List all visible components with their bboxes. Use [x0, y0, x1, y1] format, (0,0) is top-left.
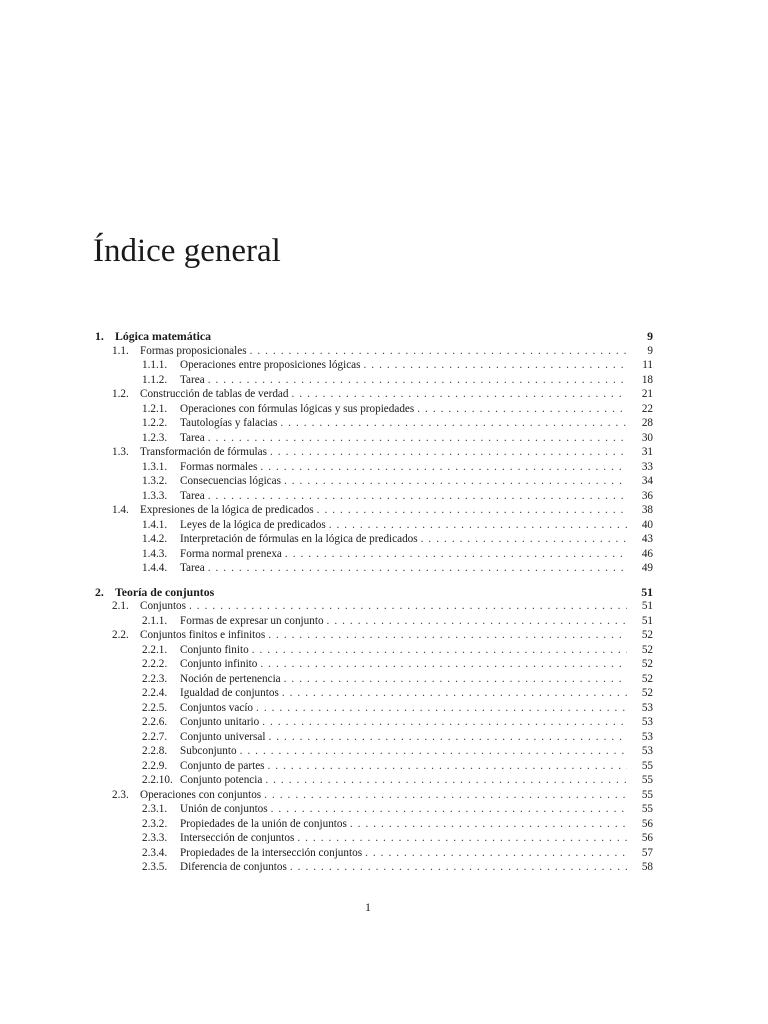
toc-entry-section[interactable]	[93, 445, 653, 460]
toc-dot-leader	[365, 846, 627, 861]
toc-entry-page: 55	[641, 774, 653, 786]
toc-dot-leader	[208, 373, 627, 388]
toc-entry-number: 1.4.4.	[142, 562, 168, 574]
toc-entry-page: 11	[642, 359, 653, 371]
toc-entry-number: 2.2.3.	[142, 672, 168, 685]
toc-entry-page: 28	[641, 417, 653, 429]
toc-entry-number: 2.2.4.	[142, 687, 168, 699]
toc-entry-subsection[interactable]	[93, 358, 653, 373]
toc-entry-label: Forma normal prenexa	[180, 547, 282, 560]
toc-dot-leader	[208, 431, 627, 446]
toc-dot-leader	[350, 817, 627, 832]
toc-entry-subsection[interactable]	[93, 474, 653, 489]
toc-entry-label: Tarea	[180, 431, 205, 444]
toc-entry-subsection[interactable]	[93, 831, 653, 846]
toc-dot-leader	[208, 561, 627, 576]
toc-entry-label: Consecuencias lógicas	[180, 475, 281, 487]
toc-entry-number: 2.1.	[112, 600, 129, 612]
toc-entry-number: 2.3.5.	[142, 861, 168, 873]
toc-entry-number: 1.2.	[112, 388, 129, 400]
toc-entry-label: Igualdad de conjuntos	[180, 687, 279, 699]
toc-entry-subsection[interactable]	[93, 532, 653, 547]
toc-entry-label: Operaciones con conjuntos	[140, 788, 262, 801]
toc-entry-label: Leyes de la lógica de predicados	[180, 518, 326, 531]
page-number: 1	[365, 900, 371, 914]
toc-entry-label: Construcción de tablas de verdad	[140, 388, 289, 400]
toc-entry-number: 2.3.4.	[142, 846, 168, 859]
toc-entry-page: 52	[641, 629, 653, 641]
toc-entry-label: Conjunto de partes	[180, 759, 265, 772]
toc-entry-subsection[interactable]	[93, 686, 653, 701]
toc-dot-leader	[290, 860, 627, 875]
toc-entry-label: Tarea	[180, 562, 205, 574]
toc-entry-subsection[interactable]	[93, 759, 653, 774]
toc-entry-subsection[interactable]	[93, 846, 653, 861]
toc-dot-leader	[268, 628, 627, 643]
toc-entry-label: Formas proposicionales	[140, 344, 247, 357]
toc-entry-subsection[interactable]	[93, 489, 653, 504]
toc-entry-page: 58	[641, 861, 653, 873]
toc-entry-label: Diferencia de conjuntos	[180, 861, 287, 873]
toc-entry-subsection[interactable]	[93, 561, 653, 576]
toc-entry-label: Subconjunto	[180, 745, 237, 757]
toc-entry-number: 2.3.2.	[142, 817, 168, 830]
toc-entry-subsection[interactable]	[93, 431, 653, 446]
toc-dot-leader	[327, 614, 627, 629]
toc-dot-leader	[280, 416, 627, 431]
toc-entry-number: 2.2.1.	[142, 643, 168, 656]
toc-entry-label: Expresiones de la lógica de predicados	[140, 504, 314, 516]
toc-entry-label: Interpretación de fórmulas en la lógica de predicados	[180, 533, 418, 545]
toc-dot-leader	[264, 788, 627, 803]
toc-entry-number: 1.4.	[112, 504, 129, 516]
toc-entry-subsection[interactable]	[93, 643, 653, 658]
toc-entry-page: 33	[641, 460, 653, 473]
toc-entry-page: 57	[641, 846, 653, 859]
toc-dot-leader	[189, 599, 627, 614]
toc-entry-label: Tarea	[180, 373, 205, 386]
toc-entry-page: 53	[641, 701, 653, 714]
toc-entry-label: Teoría de conjuntos	[115, 584, 215, 599]
toc-entry-number: 2.2.2.	[142, 658, 168, 670]
toc-dot-leader	[297, 831, 627, 846]
toc-entry-section[interactable]	[93, 387, 653, 402]
toc-entry-section[interactable]	[93, 788, 653, 803]
toc-entry-number: 2.2.	[112, 629, 129, 641]
toc-dot-leader	[256, 701, 627, 716]
toc-dot-leader	[292, 387, 628, 402]
toc-entry-number: 2.3.1.	[142, 803, 168, 815]
toc-entry-page: 51	[641, 614, 653, 627]
toc-entry-number: 1.2.2.	[142, 417, 168, 429]
toc-entry-subsection[interactable]	[93, 518, 653, 533]
toc-entry-page: 36	[641, 489, 653, 502]
toc-entry-number: 1.1.2.	[142, 373, 168, 386]
toc-dot-leader	[284, 672, 627, 687]
toc-entry-number: 2.3.	[112, 788, 129, 801]
toc-entry-section[interactable]	[93, 628, 653, 643]
toc-entry-label: Noción de pertenencia	[180, 672, 281, 685]
toc-entry-number: 2.2.5.	[142, 701, 168, 714]
toc-entry-label: Conjunto potencia	[180, 774, 263, 786]
toc-entry-page: 52	[641, 658, 653, 670]
toc-dot-leader	[268, 730, 627, 745]
table-of-contents	[93, 329, 653, 875]
toc-dot-leader	[270, 445, 627, 460]
toc-dot-leader	[260, 657, 627, 672]
toc-entry-label: Conjuntos	[140, 600, 187, 612]
toc-entry-subsection[interactable]	[93, 744, 653, 759]
toc-entry-page: 52	[641, 672, 653, 685]
toc-entry-label: Formas de expresar un conjunto	[180, 614, 324, 627]
toc-entry-number: 1.3.2.	[142, 475, 168, 487]
toc-entry-label: Lógica matemática	[115, 329, 211, 343]
toc-entry-page: 22	[641, 402, 653, 415]
toc-entry-page: 55	[641, 788, 653, 801]
toc-dot-leader	[271, 802, 627, 817]
toc-entry-page: 40	[641, 518, 653, 531]
toc-entry-page: 43	[641, 533, 653, 545]
toc-entry-page: 34	[641, 475, 653, 487]
toc-entry-subsection[interactable]	[93, 817, 653, 832]
toc-dot-leader	[317, 503, 627, 518]
toc-entry-page: 53	[641, 745, 653, 757]
toc-dot-leader	[284, 474, 627, 489]
toc-entry-page: 52	[641, 643, 653, 656]
toc-entry-subsection[interactable]	[93, 701, 653, 716]
toc-entry-subsection[interactable]	[93, 547, 653, 562]
toc-dot-leader	[250, 344, 627, 359]
toc-entry-label: Tautologías y falacias	[180, 417, 278, 429]
toc-entry-label: Propiedades de la intersección conjuntos	[180, 846, 363, 859]
toc-dot-leader	[240, 744, 627, 759]
toc-entry-number: 1.4.3.	[142, 547, 168, 560]
toc-dot-leader	[260, 460, 627, 475]
toc-dot-leader	[417, 402, 627, 417]
toc-entry-page: 49	[641, 562, 653, 574]
toc-entry-subsection[interactable]	[93, 730, 653, 745]
toc-entry-page: 30	[641, 431, 653, 444]
toc-entry-section[interactable]	[93, 503, 653, 518]
toc-entry-subsection[interactable]	[93, 672, 653, 687]
toc-entry-subsection[interactable]	[93, 715, 653, 730]
toc-entry-page: 9	[647, 344, 653, 357]
toc-dot-leader	[285, 547, 627, 562]
toc-entry-page: 31	[641, 446, 653, 458]
toc-entry-page: 51	[641, 600, 653, 612]
toc-entry-label: Intersección de conjuntos	[180, 832, 295, 844]
toc-entry-label: Conjunto unitario	[180, 716, 260, 728]
toc-entry-number: 1.1.	[112, 344, 129, 357]
toc-entry-page: 9	[647, 329, 653, 343]
toc-entry-section[interactable]	[93, 599, 653, 614]
toc-entry-number: 2.2.7.	[142, 730, 168, 743]
toc-entry-number: 1.1.1.	[142, 359, 168, 371]
toc-entry-number: 1.	[95, 329, 104, 343]
toc-entry-page: 53	[641, 716, 653, 728]
toc-dot-leader	[262, 715, 627, 730]
toc-entry-page: 55	[641, 759, 653, 772]
toc-entry-page: 56	[641, 817, 653, 830]
toc-dot-leader	[265, 773, 627, 788]
toc-dot-leader	[282, 686, 627, 701]
toc-entry-subsection[interactable]	[93, 614, 653, 629]
page-title: Índice general	[93, 233, 281, 269]
toc-entry-number: 1.3.1.	[142, 460, 168, 473]
toc-entry-number: 1.2.3.	[142, 431, 168, 444]
toc-entry-number: 1.4.1.	[142, 518, 168, 531]
toc-entry-label: Operaciones con fórmulas lógicas y sus propiedades	[180, 402, 415, 415]
toc-entry-subsection[interactable]	[93, 373, 653, 388]
toc-entry-page: 52	[641, 687, 653, 699]
toc-entry-page: 51	[641, 584, 653, 599]
toc-entry-number: 2.3.3.	[142, 832, 168, 844]
toc-entry-subsection[interactable]	[93, 402, 653, 417]
toc-entry-page: 56	[641, 832, 653, 844]
toc-dot-leader	[252, 643, 627, 658]
toc-dot-leader	[329, 518, 627, 533]
toc-entry-number: 1.4.2.	[142, 533, 168, 545]
toc-entry-chapter[interactable]	[93, 585, 653, 600]
toc-dot-leader	[421, 532, 627, 547]
toc-entry-number: 1.3.	[112, 446, 129, 458]
toc-entry-label: Conjunto universal	[180, 730, 266, 743]
toc-entry-subsection[interactable]	[93, 773, 653, 788]
toc-entry-label: Conjuntos vacío	[180, 701, 254, 714]
toc-entry-subsection[interactable]	[93, 460, 653, 475]
toc-entry-subsection[interactable]	[93, 802, 653, 817]
toc-entry-label: Formas normales	[180, 460, 258, 473]
toc-entry-page: 38	[641, 504, 653, 516]
toc-entry-label: Operaciones entre proposiciones lógicas	[180, 359, 361, 371]
toc-entry-subsection[interactable]	[93, 657, 653, 672]
toc-entry-number: 1.2.1.	[142, 402, 168, 415]
toc-entry-chapter[interactable]	[93, 329, 653, 344]
toc-entry-page: 55	[641, 803, 653, 815]
toc-entry-number: 2.2.10.	[142, 774, 173, 786]
toc-entry-label: Conjunto finito	[180, 643, 249, 656]
toc-entry-label: Unión de conjuntos	[180, 803, 268, 815]
toc-entry-label: Conjuntos finitos e infinitos	[140, 629, 266, 641]
toc-entry-label: Transformación de fórmulas	[140, 446, 267, 458]
toc-dot-leader	[364, 358, 628, 373]
toc-entry-section[interactable]	[93, 344, 653, 359]
toc-entry-page: 46	[641, 547, 653, 560]
toc-dot-leader	[208, 489, 627, 504]
toc-entry-number: 2.2.8.	[142, 745, 168, 757]
toc-entry-number: 2.1.1.	[142, 614, 168, 627]
toc-entry-label: Propiedades de la unión de conjuntos	[180, 817, 347, 830]
toc-entry-number: 2.2.9.	[142, 759, 168, 772]
toc-entry-number: 2.2.6.	[142, 716, 168, 728]
toc-entry-subsection[interactable]	[93, 416, 653, 431]
toc-dot-leader	[268, 759, 627, 774]
toc-entry-label: Conjunto infinito	[180, 658, 258, 670]
toc-entry-page: 21	[641, 388, 653, 400]
toc-entry-page: 18	[641, 373, 653, 386]
toc-entry-page: 53	[641, 730, 653, 743]
toc-entry-number: 2.	[95, 584, 104, 599]
toc-entry-subsection[interactable]	[93, 860, 653, 875]
toc-entry-label: Tarea	[180, 489, 205, 502]
toc-entry-number: 1.3.3.	[142, 489, 168, 502]
